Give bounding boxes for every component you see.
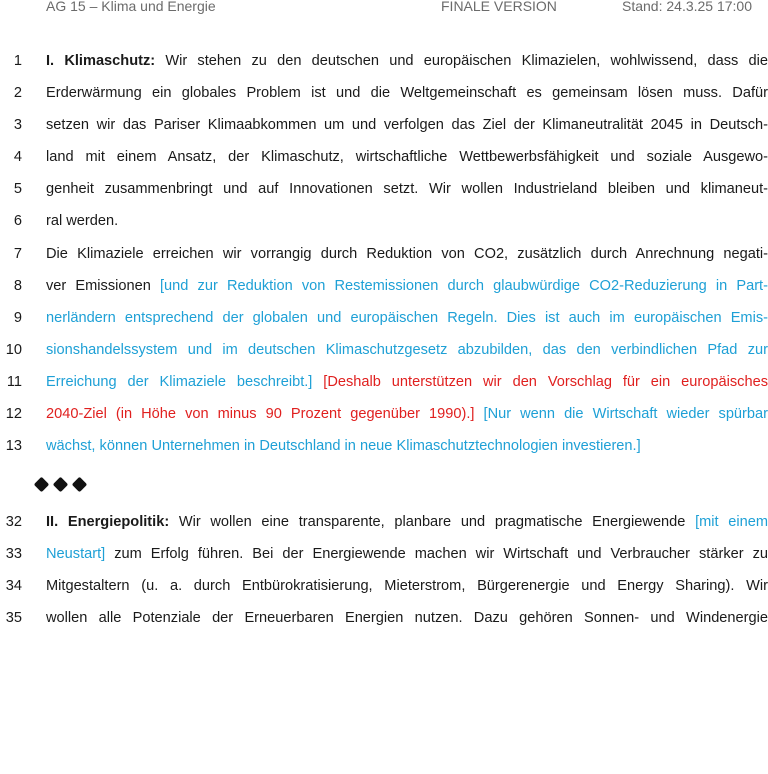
document-line [0, 47, 768, 75]
section-heading: II. Energiepolitik: [46, 514, 170, 530]
line-number: 32 [5, 514, 22, 530]
document-line [0, 272, 768, 300]
line-text [46, 604, 768, 632]
document-line [0, 207, 768, 235]
line-text [46, 508, 768, 536]
text-segment: ral werden. [46, 213, 119, 229]
line-text [46, 368, 768, 396]
document-line [0, 304, 768, 332]
document-line [0, 240, 768, 268]
line-number: 2 [13, 85, 22, 101]
page-header [0, 0, 768, 22]
line-number: 6 [13, 213, 22, 229]
bracketed-proposal-blue: [mit einem [695, 514, 768, 530]
line-text [46, 272, 768, 300]
document-line [0, 572, 768, 600]
bracketed-proposal-red: 2040-Ziel (in Höhe von minus 90 Prozent gegenüber 1990).] [46, 406, 475, 422]
section-heading: I. Klimaschutz: [46, 53, 156, 69]
text-segment: Die Klimaziele erreichen wir vorrangig durch Reduktion von CO2, zusätzlich durch Anrechnung negati- [46, 246, 768, 262]
line-number: 1 [13, 53, 22, 69]
line-number: 9 [13, 310, 22, 326]
text-segment: zum Erfolg führen. Bei der Energiewende machen wir Wirtschaft und Verbraucher stärker zu [105, 546, 768, 562]
line-number: 33 [5, 546, 22, 562]
bracketed-proposal-blue: [Nur wenn die Wirtschaft wieder spürbar [483, 406, 768, 422]
text-segment: setzen wir das Pariser Klimaabkommen um und verfolgen das Ziel der Klimaneutralität 2045 in Deutsch- [46, 117, 768, 133]
bracketed-proposal-blue: wächst, können Unternehmen in Deutschland in neue Klimaschutztechnologien investieren.] [46, 438, 641, 454]
diamond-icon [34, 476, 50, 492]
text-segment: wollen alle Potenziale der Erneuerbaren Energien nutzen. Dazu gehören Sonnen- und Windenergie [46, 610, 768, 626]
diamond-icon [53, 476, 69, 492]
diamond-icon [72, 476, 88, 492]
line-text [46, 47, 768, 75]
document-line [0, 604, 768, 632]
text-segment: land mit einem Ansatz, der Klimaschutz, wirtschaftliche Wettbewerbsfähigkeit und soziale Ausgewo- [46, 149, 768, 165]
line-number: 7 [13, 246, 22, 262]
line-text [46, 111, 768, 139]
line-number: 11 [6, 374, 22, 390]
document-line [0, 400, 768, 428]
header-version-label: FINALE VERSION [441, 0, 557, 14]
header-date-stamp: Stand: 24.3.25 17:00 [622, 0, 752, 14]
line-number: 3 [13, 117, 22, 133]
text-segment: Wir stehen zu den deutschen und europäischen Klimazielen, wohlwissend, dass die [155, 53, 768, 69]
text-segment: genheit zusammenbringt und auf Innovationen setzt. Wir wollen Industrieland bleiben und klimaneut- [46, 181, 768, 197]
document-line [0, 540, 768, 568]
line-text [46, 572, 768, 600]
line-text [46, 79, 768, 107]
line-text [46, 540, 768, 568]
line-number: 34 [5, 578, 22, 594]
line-text [46, 143, 768, 171]
line-text [46, 304, 768, 332]
text-segment [312, 374, 323, 390]
bracketed-proposal-red: [Deshalb unterstützen wir den Vorschlag für ein europäisches [323, 374, 768, 390]
bracketed-proposal-blue: nerländern entsprechend der globalen und europäischen Regeln. Dies ist auch im europäischen Emis- [46, 310, 768, 326]
line-text [46, 207, 768, 235]
line-text [46, 336, 768, 364]
text-segment: Erderwärmung ein globales Problem ist und die Weltgemeinschaft es gemeinsam lösen muss. Dafür [46, 85, 768, 101]
line-text [46, 240, 768, 268]
line-number: 12 [5, 406, 22, 422]
line-number: 13 [5, 438, 22, 454]
document-line [0, 143, 768, 171]
bracketed-proposal-blue: sionshandelssystem und im deutschen Klimaschutzgesetz abzubilden, das den verbindlichen Pfad zur [46, 342, 768, 358]
document-line [0, 79, 768, 107]
line-number: 35 [5, 610, 22, 626]
line-number: 8 [13, 278, 22, 294]
document-line [0, 336, 768, 364]
line-text [46, 175, 768, 203]
document-line [0, 368, 768, 396]
line-text [46, 400, 768, 428]
section-separator [36, 476, 85, 492]
document-line [0, 111, 768, 139]
line-text [46, 432, 768, 460]
document-line [0, 175, 768, 203]
bracketed-proposal-blue: Neustart] [46, 546, 106, 562]
text-segment [474, 406, 483, 422]
document-line [0, 432, 768, 460]
line-number: 5 [13, 181, 22, 197]
line-number: 10 [5, 342, 22, 358]
text-segment: ver Emissionen [46, 278, 160, 294]
line-number: 4 [13, 149, 22, 165]
document-line [0, 508, 768, 536]
bracketed-proposal-blue: Erreichung der Klimaziele beschreibt.] [46, 374, 313, 390]
header-document-title: AG 15 – Klima und Energie [46, 0, 216, 14]
text-segment: Mitgestaltern (u. a. durch Entbürokratisierung, Mieterstrom, Bürgerenergie und Energy Sharing). Wir [46, 578, 768, 594]
bracketed-proposal-blue: [und zur Reduktion von Restemissionen durch glaubwürdige CO2-Reduzierung in Part- [160, 278, 768, 294]
text-segment: Wir wollen eine transparente, planbare und pragmatische Energiewende [169, 514, 696, 530]
